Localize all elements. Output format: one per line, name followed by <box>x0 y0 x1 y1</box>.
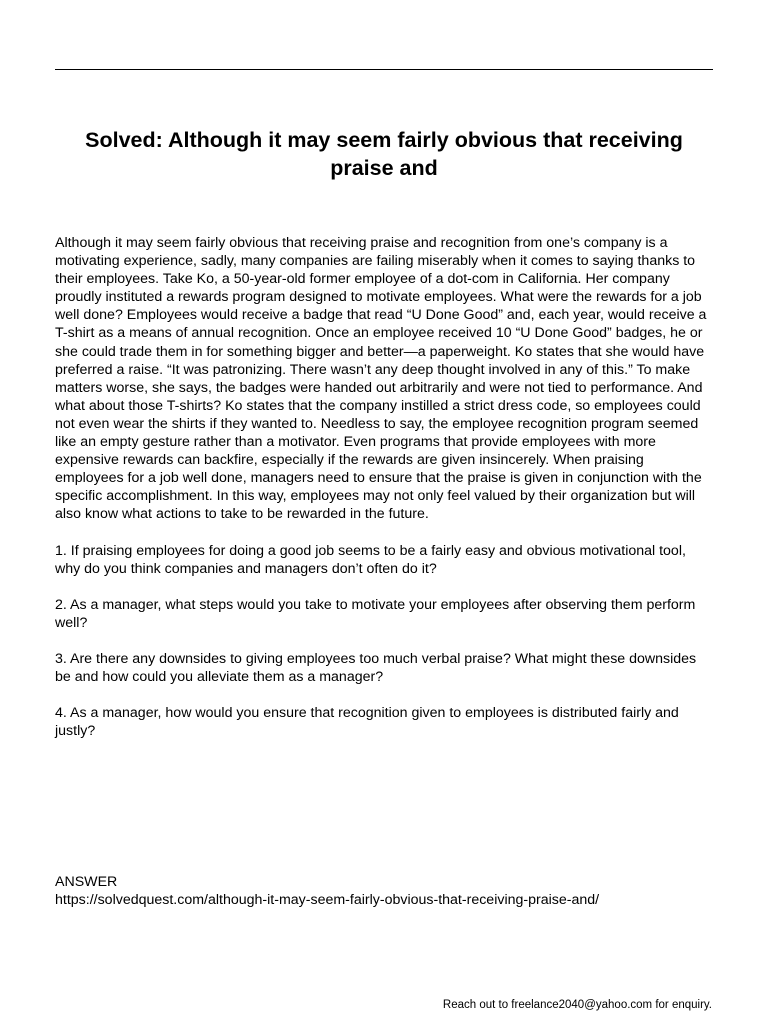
document-body <box>55 234 715 758</box>
question-2: 2. As a manager, what steps would you take to motivate your employees after observing them perform well? <box>55 596 696 631</box>
answer-link[interactable]: https://solvedquest.com/although-it-may-seem-fairly-obvious-that-receiving-praise-and/ <box>55 892 600 909</box>
answer-label: ANSWER <box>55 874 118 890</box>
top-divider <box>55 69 713 70</box>
question-4: 4. As a manager, how would you ensure that recognition given to employees is distributed fairly and justly? <box>55 705 679 740</box>
document-title: Solved: Although it may seem fairly obvious that receiving praise and <box>85 128 683 180</box>
footer-contact: Reach out to freelance2040@yahoo.com for enquiry. <box>442 999 712 1011</box>
question-3: 3. Are there any downsides to giving employees too much verbal praise? What might these downsides be and how could you alleviate them as a manager? <box>55 650 697 685</box>
body-paragraph: Although it may seem fairly obvious that receiving praise and recognition from one’s company is a motivating experience, sadly, many companies are failing miserably when it comes to saying thanks to their employees. Take Ko, a 50-year-old former employee of a dot-com in California. Her company proudly instituted a rewards program designed to motivate employees. What were the rewards for a job well done? Employees would receive a badge that read “U Done Good” and, each year, would receive a T-shirt as a means of annual recognition. Once an employee received 10 “U Done Good” badges, he or she could trade them in for something bigger and better—a paperweight. Ko states that she would have preferred a raise. “It was patronizing. There wasn’t any deep thought involved in any of this.” To make matters worse, she says, the badges were handed out arbitrarily and were not tied to performance. And what about those T-shirts? Ko states that the company instilled a strict dress code, so employees could not even wear the shirts if they wanted to. Needless to say, the employee recognition program seemed like an empty gesture rather than a motivator. Even programs that provide employees with more expensive rewards can backfire, especially if the rewards are given insincerely. When praising employees for a job well done, managers need to ensure that the praise is given in conjunction with the specific accomplishment. In this way, employees may not only feel valued by their organization but will also know what actions to take to be rewarded in the future. <box>55 235 707 523</box>
answer-section <box>55 873 715 909</box>
question-1: 1. If praising employees for doing a good job seems to be a fairly easy and obvious motivational tool, why do you think companies and managers don’t often do it? <box>55 542 686 577</box>
